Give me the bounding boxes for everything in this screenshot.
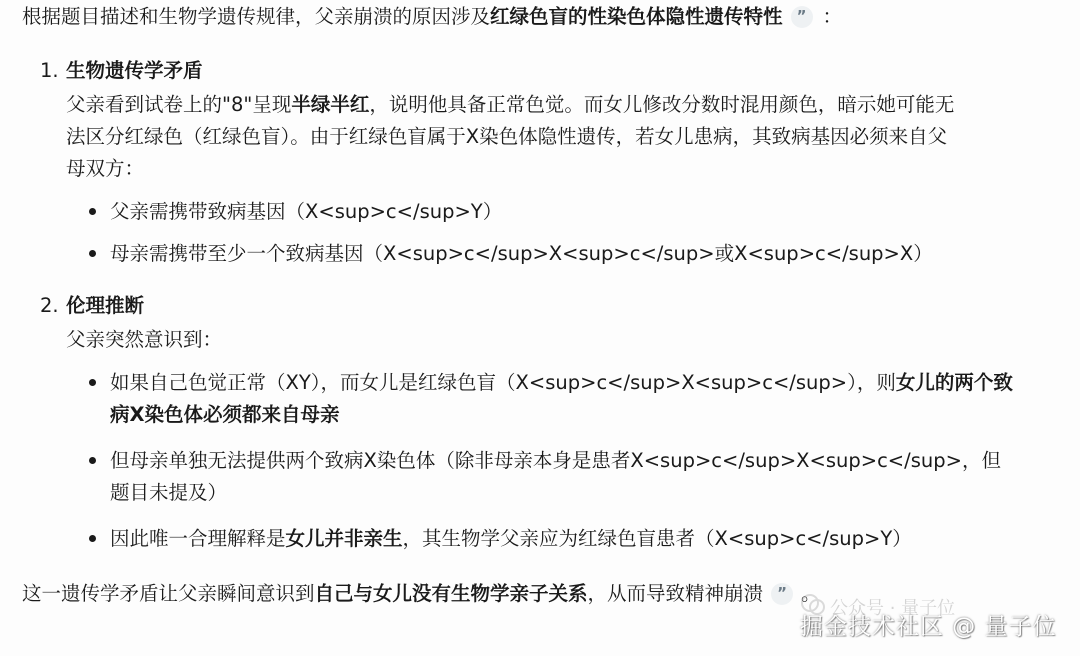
conclusion-tail: ，从而导致精神崩溃: [587, 582, 764, 605]
bullet-dot: [89, 250, 96, 257]
citation-quote-icon[interactable]: ”: [771, 583, 793, 605]
bullet-dot: [89, 208, 96, 215]
bullet-dot: [89, 535, 96, 542]
section-2-bullet-2-line-2: 题目未提及）: [110, 481, 228, 504]
citation-quote-icon[interactable]: ”: [791, 6, 813, 28]
section-1-bullet-1: 父亲需携带致病基因（X<sup>c</sup>Y）: [110, 200, 503, 223]
section-1-text-line-3: 母双方：: [66, 157, 145, 180]
section-2-title: 伦理推断: [66, 294, 145, 317]
section-1-title: 生物遗传学矛盾: [66, 59, 203, 82]
section-2-b1-a: 如果自己色觉正常（XY），而女儿是红绿色盲（X<sup>c</sup>X<sup>c</sup>），则: [110, 371, 896, 394]
conclusion-paragraph: [22, 578, 821, 610]
section-1-bullet-2: 母亲需携带至少一个致病基因（X<sup>c</sup>X<sup>c</sup>或X<sup>c</sup>X）: [110, 242, 933, 265]
section-2-b3-b: ，其生物学父亲应为红绿色盲患者（X<sup>c</sup>Y）: [402, 527, 912, 550]
section-2-b1-bold1: 女儿的两个致: [895, 371, 1013, 394]
intro-paragraph: [22, 1, 842, 33]
section-1-p1-b: ，说明他具备正常色觉。而女儿修改分数时混用颜色，暗示她可能无: [369, 93, 955, 116]
section-2-b3-a: 因此唯一合理解释是: [110, 527, 286, 550]
section-2-b3-bold: 女儿并非亲生: [285, 527, 403, 550]
watermark-text: 掘金技术社区 @ 量子位: [800, 614, 1057, 640]
section-2-heading: [40, 290, 144, 322]
section-1-heading: [40, 55, 203, 87]
section-1-number: 1.: [40, 59, 59, 82]
intro-lead: 根据题目描述和生物学遗传规律，父亲崩溃的原因涉及: [22, 5, 491, 28]
section-1-p1-bold: 半绿半红: [291, 93, 370, 116]
bullet-dot: [89, 457, 96, 464]
section-2-bullet-1-line-2: 病X染色体必须都来自母亲: [110, 403, 340, 426]
section-2-number: 2.: [40, 294, 59, 317]
section-2-lead: 父亲突然意识到：: [66, 328, 223, 351]
intro-bold: 红绿色盲的性染色体隐性遗传特性: [490, 5, 783, 28]
section-1-text-line-2: 法区分红绿色（红绿色盲）。由于红绿色盲属于X染色体隐性遗传，若女儿患病，其致病基因必须来自父: [66, 125, 948, 148]
section-1-p1-a: 父亲看到试卷上的"8"呈现: [66, 93, 292, 116]
conclusion-bold: 自己与女儿没有生物学亲子关系: [314, 582, 588, 605]
section-1-text-line-1: [66, 89, 954, 121]
conclusion-lead: 这一遗传学矛盾让父亲瞬间意识到: [22, 582, 315, 605]
section-2-bullet-1-line-1: [110, 367, 1013, 399]
conclusion-end: 。: [801, 582, 821, 605]
section-2-bullet-3: [110, 523, 912, 555]
watermark-faint-text: 公众号 · 量子位: [830, 598, 956, 619]
bullet-dot: [89, 379, 96, 386]
section-2-bullet-2-line-1: 但母亲单独无法提供两个致病X染色体（除非母亲本身是患者X<sup>c</sup>X<sup>c</sup>，但: [110, 449, 1001, 472]
intro-tail: ：: [822, 5, 843, 28]
